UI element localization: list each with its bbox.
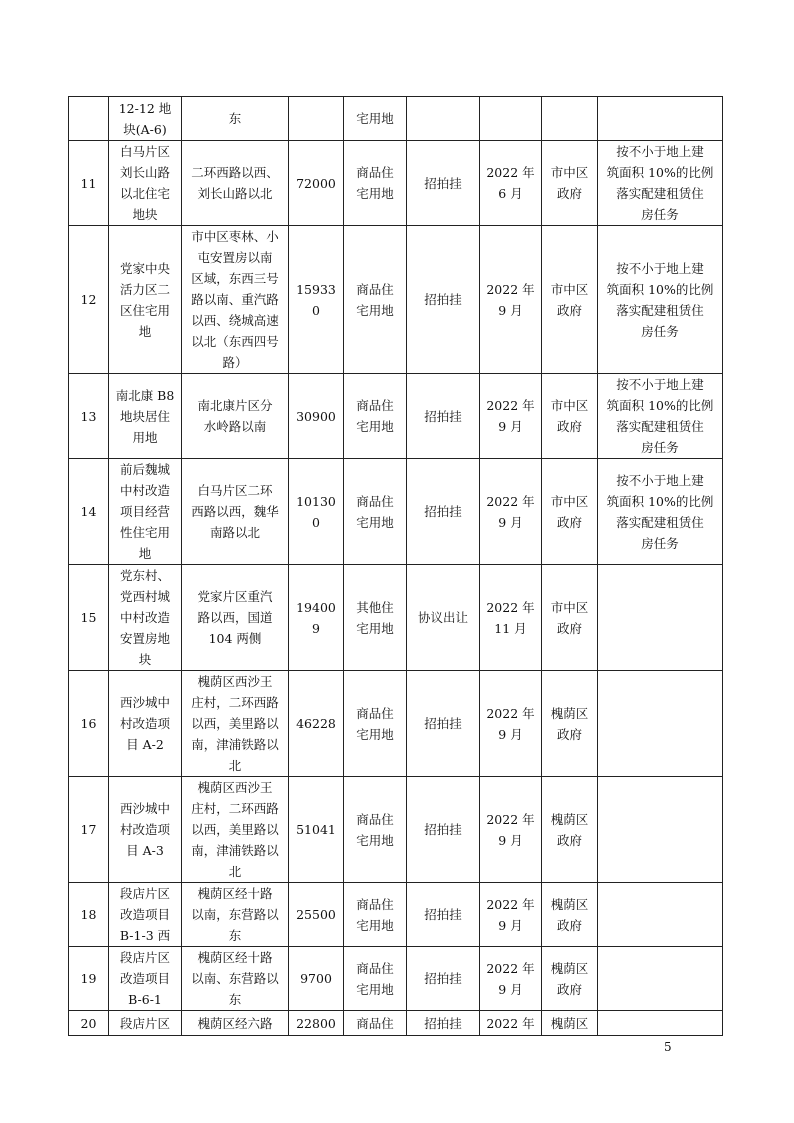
parcel-area: 9700 [289, 947, 344, 1011]
responsible-org: 槐荫区 政府 [542, 947, 598, 1011]
parcel-name: 党东村、 党西村城 中村改造 安置房地 块 [109, 565, 182, 671]
remarks [598, 883, 723, 947]
parcel-location: 槐荫区经六路 [182, 1011, 289, 1036]
supply-time: 2022 年 9 月 [480, 777, 542, 883]
table-row [69, 226, 723, 374]
parcel-name: 西沙城中 村改造项 目 A-3 [109, 777, 182, 883]
supply-time: 2022 年 [480, 1011, 542, 1036]
supply-method: 招拍挂 [407, 226, 480, 374]
row-number: 16 [69, 671, 109, 777]
parcel-location: 槐荫区经十路 以南，东营路以 东 [182, 883, 289, 947]
responsible-org: 市中区 政府 [542, 374, 598, 459]
parcel-area: 19400 9 [289, 565, 344, 671]
remarks [598, 565, 723, 671]
supply-time: 2022 年 9 月 [480, 883, 542, 947]
land-use: 商品住 宅用地 [344, 226, 407, 374]
supply-method: 招拍挂 [407, 374, 480, 459]
parcel-name: 西沙城中 村改造项 目 A-2 [109, 671, 182, 777]
parcel-area: 30900 [289, 374, 344, 459]
land-use: 商品住 宅用地 [344, 883, 407, 947]
supply-method: 招拍挂 [407, 671, 480, 777]
parcel-location: 白马片区二环 西路以西，魏华 南路以北 [182, 459, 289, 565]
responsible-org: 市中区 政府 [542, 459, 598, 565]
land-use: 商品住 [344, 1011, 407, 1036]
supply-method: 协议出让 [407, 565, 480, 671]
remarks [598, 777, 723, 883]
land-supply-table [68, 96, 723, 1036]
row-number: 12 [69, 226, 109, 374]
row-number: 20 [69, 1011, 109, 1036]
supply-method: 招拍挂 [407, 1011, 480, 1036]
land-use: 商品住 宅用地 [344, 777, 407, 883]
remarks [598, 671, 723, 777]
parcel-name: 段店片区 [109, 1011, 182, 1036]
parcel-location: 二环西路以西、 刘长山路以北 [182, 141, 289, 226]
parcel-name: 段店片区 改造项目 B-6-1 [109, 947, 182, 1011]
land-use: 商品住 宅用地 [344, 141, 407, 226]
row-number: 18 [69, 883, 109, 947]
supply-time: 2022 年 9 月 [480, 374, 542, 459]
row-number: 14 [69, 459, 109, 565]
parcel-area: 10130 0 [289, 459, 344, 565]
parcel-name: 南北康 B8 地块居住 用地 [109, 374, 182, 459]
land-use: 其他住 宅用地 [344, 565, 407, 671]
row-number: 15 [69, 565, 109, 671]
parcel-location: 东 [182, 97, 289, 141]
parcel-area: 51041 [289, 777, 344, 883]
land-use: 商品住 宅用地 [344, 459, 407, 565]
parcel-location: 南北康片区分 水岭路以南 [182, 374, 289, 459]
parcel-area [289, 97, 344, 141]
supply-method: 招拍挂 [407, 947, 480, 1011]
responsible-org: 槐荫区 政府 [542, 883, 598, 947]
supply-method [407, 97, 480, 141]
parcel-name: 白马片区 刘长山路 以北住宅 地块 [109, 141, 182, 226]
responsible-org: 市中区 政府 [542, 565, 598, 671]
remarks: 按不小于地上建 筑面积 10%的比例 落实配建租赁住 房任务 [598, 459, 723, 565]
table-row [69, 947, 723, 1011]
row-number: 19 [69, 947, 109, 1011]
parcel-location: 槐荫区西沙王 庄村，二环西路 以西，美里路以 南，津浦铁路以 北 [182, 777, 289, 883]
land-use: 商品住 宅用地 [344, 947, 407, 1011]
table-row [69, 459, 723, 565]
page-number: 5 [664, 1040, 672, 1054]
supply-time: 2022 年 11 月 [480, 565, 542, 671]
land-use: 商品住 宅用地 [344, 374, 407, 459]
table-row [69, 671, 723, 777]
remarks [598, 947, 723, 1011]
parcel-location: 槐荫区经十路 以南、东营路以 东 [182, 947, 289, 1011]
table-row [69, 141, 723, 226]
parcel-location: 槐荫区西沙王 庄村，二环西路 以西，美里路以 南，津浦铁路以 北 [182, 671, 289, 777]
responsible-org: 市中区 政府 [542, 226, 598, 374]
parcel-area: 15933 0 [289, 226, 344, 374]
remarks: 按不小于地上建 筑面积 10%的比例 落实配建租赁住 房任务 [598, 141, 723, 226]
row-number: 13 [69, 374, 109, 459]
parcel-location: 市中区枣林、小 屯安置房以南 区域，东西三号 路以南、重汽路 以西、绕城高速 以北（东西四号 路） [182, 226, 289, 374]
row-number: 17 [69, 777, 109, 883]
table-row [69, 883, 723, 947]
supply-time: 2022 年 9 月 [480, 459, 542, 565]
table-row [69, 777, 723, 883]
responsible-org: 槐荫区 政府 [542, 671, 598, 777]
parcel-name: 前后魏城 中村改造 项目经营 性住宅用 地 [109, 459, 182, 565]
parcel-name: 党家中央 活力区二 区住宅用 地 [109, 226, 182, 374]
supply-method: 招拍挂 [407, 883, 480, 947]
table-row [69, 565, 723, 671]
responsible-org: 市中区 政府 [542, 141, 598, 226]
land-use: 商品住 宅用地 [344, 671, 407, 777]
parcel-name: 段店片区 改造项目 B-1-3 西 [109, 883, 182, 947]
parcel-name: 12-12 地 块(A-6) [109, 97, 182, 141]
remarks: 按不小于地上建 筑面积 10%的比例 落实配建租赁住 房任务 [598, 374, 723, 459]
table-row [69, 97, 723, 141]
parcel-location: 党家片区重汽 路以西，国道 104 两侧 [182, 565, 289, 671]
table-row [69, 1011, 723, 1036]
supply-method: 招拍挂 [407, 141, 480, 226]
remarks [598, 1011, 723, 1036]
land-use: 宅用地 [344, 97, 407, 141]
remarks: 按不小于地上建 筑面积 10%的比例 落实配建租赁住 房任务 [598, 226, 723, 374]
responsible-org [542, 97, 598, 141]
parcel-area: 72000 [289, 141, 344, 226]
table-row [69, 374, 723, 459]
supply-time: 2022 年 6 月 [480, 141, 542, 226]
parcel-area: 22800 [289, 1011, 344, 1036]
responsible-org: 槐荫区 政府 [542, 777, 598, 883]
remarks [598, 97, 723, 141]
supply-time: 2022 年 9 月 [480, 947, 542, 1011]
parcel-area: 25500 [289, 883, 344, 947]
responsible-org: 槐荫区 [542, 1011, 598, 1036]
supply-time [480, 97, 542, 141]
supply-method: 招拍挂 [407, 459, 480, 565]
supply-time: 2022 年 9 月 [480, 671, 542, 777]
supply-time: 2022 年 9 月 [480, 226, 542, 374]
row-number: 11 [69, 141, 109, 226]
parcel-area: 46228 [289, 671, 344, 777]
supply-method: 招拍挂 [407, 777, 480, 883]
row-number [69, 97, 109, 141]
